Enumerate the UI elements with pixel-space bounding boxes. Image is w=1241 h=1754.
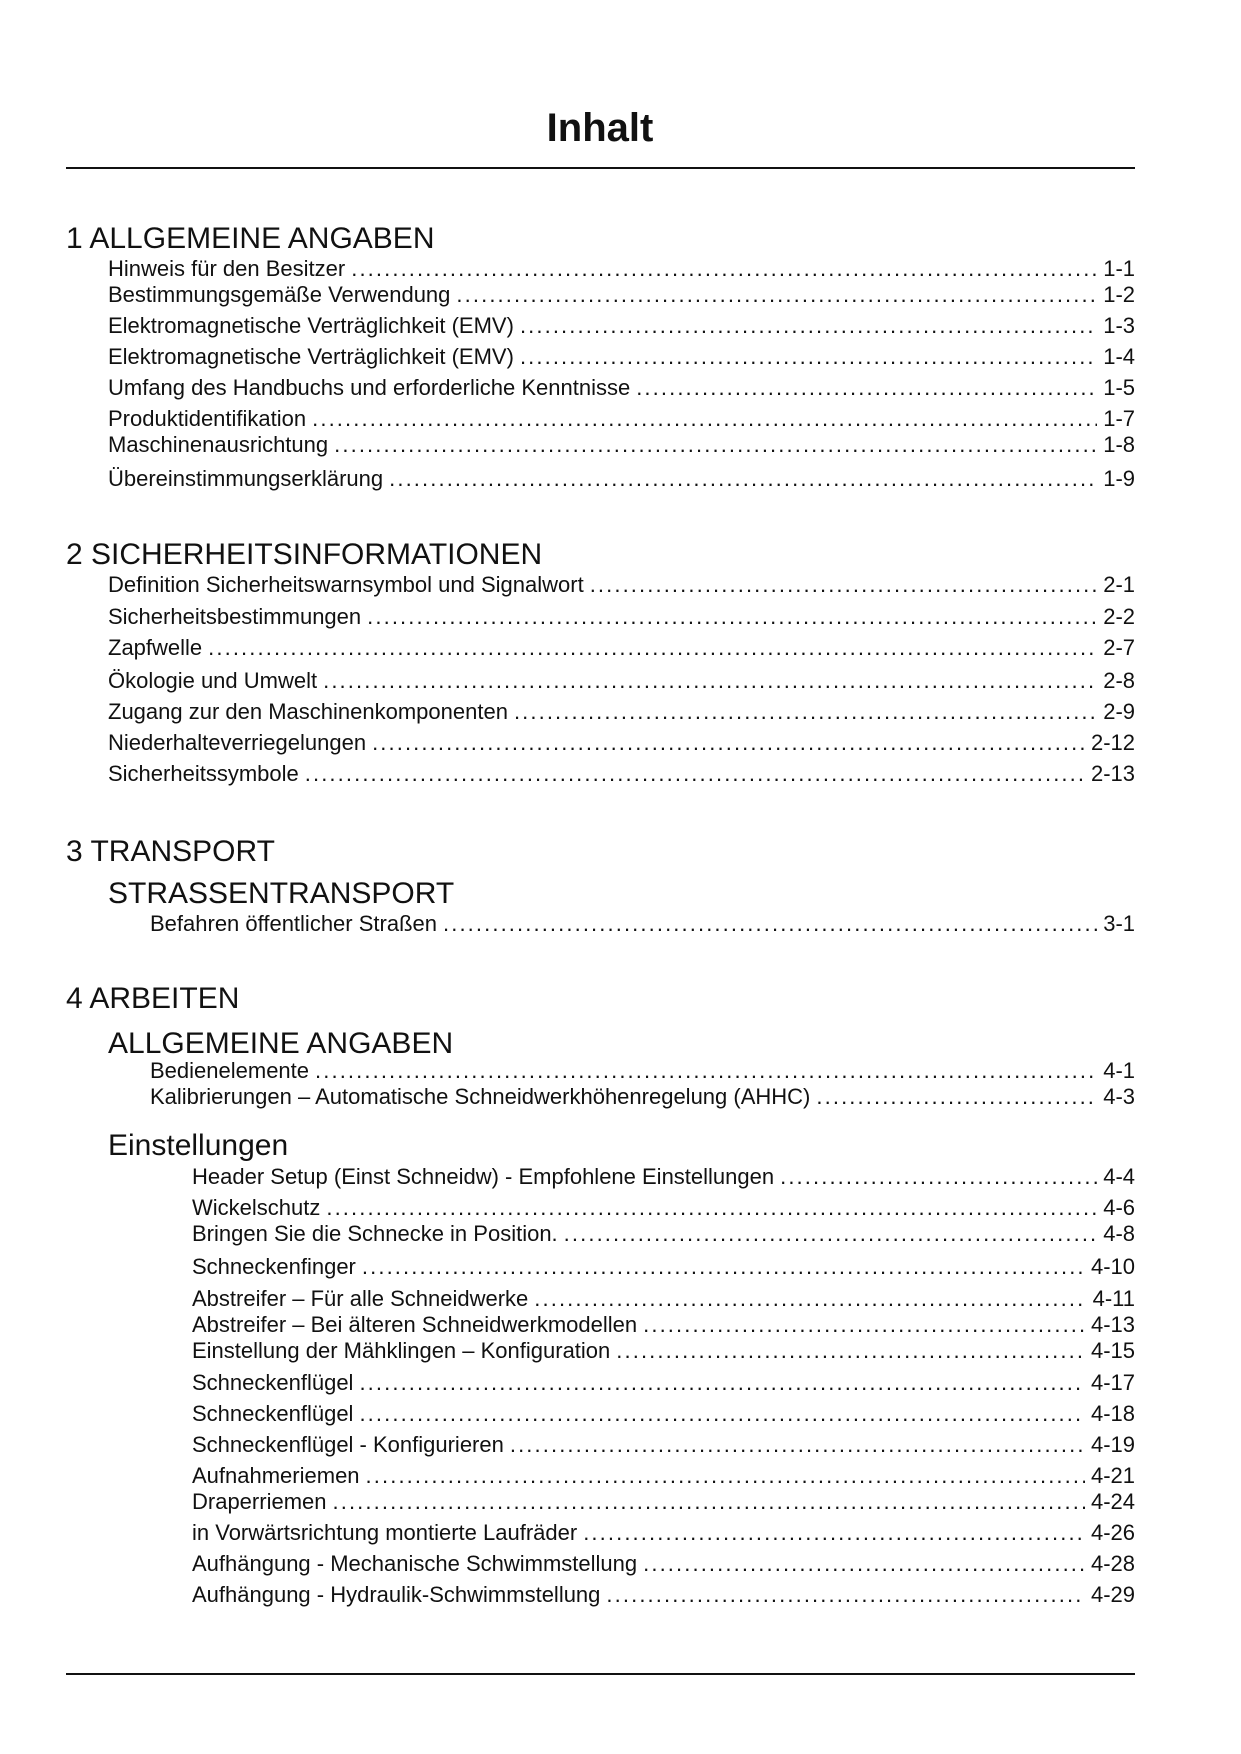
toc-entry-page: 2-9 (1103, 699, 1135, 724)
toc-entry-page: 4-8 (1103, 1221, 1135, 1246)
top-divider (66, 167, 1135, 169)
toc-entry[interactable] (108, 668, 1135, 694)
toc-entry[interactable] (192, 1370, 1135, 1396)
toc-entry-title: Schneckenfinger (192, 1254, 356, 1279)
toc-entry-page: 1-3 (1103, 313, 1135, 338)
toc-entry-page: 4-26 (1090, 1520, 1135, 1545)
toc-entry-page: 1-1 (1103, 256, 1135, 281)
toc-entry[interactable] (192, 1221, 1135, 1247)
toc-entry-title: Schneckenflügel (192, 1401, 354, 1426)
toc-entry[interactable] (108, 604, 1135, 630)
toc-entry[interactable] (150, 1058, 1135, 1084)
toc-entry-page: 1-2 (1103, 282, 1135, 307)
toc-entry[interactable] (108, 432, 1135, 458)
toc-entry[interactable] (108, 375, 1135, 401)
toc-entry[interactable] (108, 344, 1135, 370)
toc-entry[interactable] (192, 1401, 1135, 1427)
toc-entry-page: 2-13 (1090, 761, 1135, 786)
toc-entry[interactable] (108, 282, 1135, 308)
toc-entry-page: 1-7 (1103, 406, 1135, 431)
toc-entry[interactable] (108, 730, 1135, 756)
toc-entry[interactable] (192, 1254, 1135, 1280)
toc-entry-page: 4-17 (1090, 1370, 1135, 1395)
toc-entry-page: 1-8 (1103, 432, 1135, 457)
toc-entry-page: 4-15 (1090, 1338, 1135, 1363)
toc-entry[interactable] (150, 1084, 1135, 1110)
toc-entry-page: 2-1 (1103, 572, 1135, 597)
toc-entry-page: 1-5 (1103, 375, 1135, 400)
toc-entry[interactable] (192, 1582, 1135, 1608)
toc-entry-page: 4-6 (1103, 1195, 1135, 1220)
toc-entry-title: Befahren öffentlicher Straßen (150, 911, 437, 936)
toc-entry[interactable] (108, 313, 1135, 339)
chapter-heading: 1 ALLGEMEINE ANGABEN (66, 222, 435, 255)
toc-entry-title: Wickelschutz (192, 1195, 321, 1220)
toc-entry-page: 2-8 (1103, 668, 1135, 693)
toc-entry[interactable] (192, 1520, 1135, 1546)
toc-entry[interactable] (108, 699, 1135, 725)
toc-entry-title: Einstellung der Mähklingen – Konfiguration (192, 1338, 611, 1363)
toc-entry-title: Schneckenflügel (192, 1370, 354, 1395)
toc-entry[interactable] (192, 1195, 1135, 1221)
toc-entry-title: Zapfwelle (108, 635, 203, 660)
toc-entry-page: 4-28 (1090, 1551, 1135, 1576)
toc-entry[interactable] (192, 1489, 1135, 1515)
toc-entry-title: Elektromagnetische Verträglichkeit (EMV) (108, 344, 514, 369)
toc-entry-title: Abstreifer – Für alle Schneidwerke (192, 1286, 529, 1311)
chapter-heading: 2 SICHERHEITSINFORMATIONEN (66, 538, 543, 571)
toc-entry-title: Umfang des Handbuchs und erforderliche Kenntnisse (108, 375, 631, 400)
toc-entry[interactable] (192, 1164, 1135, 1190)
toc-entry[interactable] (192, 1463, 1135, 1489)
bottom-divider (66, 1673, 1135, 1675)
toc-entry-page: 4-11 (1092, 1286, 1135, 1311)
toc-entry-title: Abstreifer – Bei älteren Schneidwerkmodellen (192, 1312, 638, 1337)
toc-entry[interactable] (192, 1338, 1135, 1364)
toc-entry[interactable] (192, 1432, 1135, 1458)
toc-entry-title: Aufnahmeriemen (192, 1463, 360, 1488)
toc-entry-page: 4-21 (1090, 1463, 1135, 1488)
toc-entry-title: Header Setup (Einst Schneidw) - Empfohlene Einstellungen (192, 1164, 775, 1189)
toc-entry-page: 2-2 (1103, 604, 1135, 629)
toc-entry[interactable] (192, 1312, 1135, 1338)
toc-entry-page: 1-4 (1103, 344, 1135, 369)
toc-entry[interactable] (108, 466, 1135, 492)
toc-entry[interactable] (108, 572, 1135, 598)
toc-entry[interactable] (108, 406, 1135, 432)
toc-entry[interactable] (108, 256, 1135, 282)
toc-entry-title: Sicherheitssymbole (108, 761, 299, 786)
toc-entry-page: 4-19 (1090, 1432, 1135, 1457)
toc-entry-title: Draperriemen (192, 1489, 327, 1514)
toc-entry-page: 4-29 (1090, 1582, 1135, 1607)
section-heading: STRASSENTRANSPORT (108, 877, 455, 910)
toc-entry-title: Bedienelemente (150, 1058, 310, 1083)
toc-entry-title: Zugang zur den Maschinenkomponenten (108, 699, 508, 724)
toc-entry-title: Hinweis für den Besitzer (108, 256, 346, 281)
toc-entry-page: 4-13 (1090, 1312, 1135, 1337)
toc-entry-title: Aufhängung - Mechanische Schwimmstellung (192, 1551, 638, 1576)
toc-entry[interactable] (192, 1551, 1135, 1577)
toc-entry-title: Kalibrierungen – Automatische Schneidwerkhöhenregelung (AHHC) (150, 1084, 811, 1109)
toc-entry[interactable] (150, 911, 1135, 937)
toc-entry-page: 1-9 (1103, 466, 1135, 491)
toc-entry-title: Übereinstimmungserklärung (108, 466, 384, 491)
toc-entry-title: Aufhängung - Hydraulik-Schwimmstellung (192, 1582, 601, 1607)
toc-entry-title: Sicherheitsbestimmungen (108, 604, 362, 629)
toc-entry-title: Definition Sicherheitswarnsymbol und Signalwort (108, 572, 584, 597)
section-heading: ALLGEMEINE ANGABEN (108, 1027, 454, 1060)
chapter-heading: 3 TRANSPORT (66, 835, 275, 868)
toc-entry-page: 4-18 (1090, 1401, 1135, 1426)
toc-entry-title: Maschinenausrichtung (108, 432, 329, 457)
toc-entry-page: 4-3 (1103, 1084, 1135, 1109)
toc-entry[interactable] (108, 761, 1135, 787)
toc-entry-title: Produktidentifikation (108, 406, 307, 431)
toc-entry-page: 4-24 (1090, 1489, 1135, 1514)
toc-entry-page: 2-12 (1090, 730, 1135, 755)
chapter-heading: 4 ARBEITEN (66, 982, 240, 1015)
toc-entry-title: Niederhalteverriegelungen (108, 730, 367, 755)
toc-entry-page: 4-4 (1103, 1164, 1135, 1189)
toc-entry-title: Bestimmungsgemäße Verwendung (108, 282, 451, 307)
toc-entry-title: in Vorwärtsrichtung montierte Laufräder (192, 1520, 578, 1545)
toc-entry-title: Elektromagnetische Verträglichkeit (EMV) (108, 313, 514, 338)
page-title: Inhalt (546, 106, 654, 150)
toc-entry-page: 2-7 (1103, 635, 1135, 660)
toc-entry-title: Bringen Sie die Schnecke in Position. (192, 1221, 558, 1246)
toc-entry[interactable] (192, 1286, 1135, 1312)
toc-entry-page: 4-1 (1103, 1058, 1135, 1083)
toc-entry-title: Ökologie und Umwelt (108, 668, 318, 693)
toc-entry[interactable] (108, 635, 1135, 661)
section-heading: Einstellungen (108, 1129, 289, 1162)
toc-entry-page: 4-10 (1090, 1254, 1135, 1279)
toc-entry-title: Schneckenflügel - Konfigurieren (192, 1432, 504, 1457)
toc-entry-page: 3-1 (1103, 911, 1135, 936)
